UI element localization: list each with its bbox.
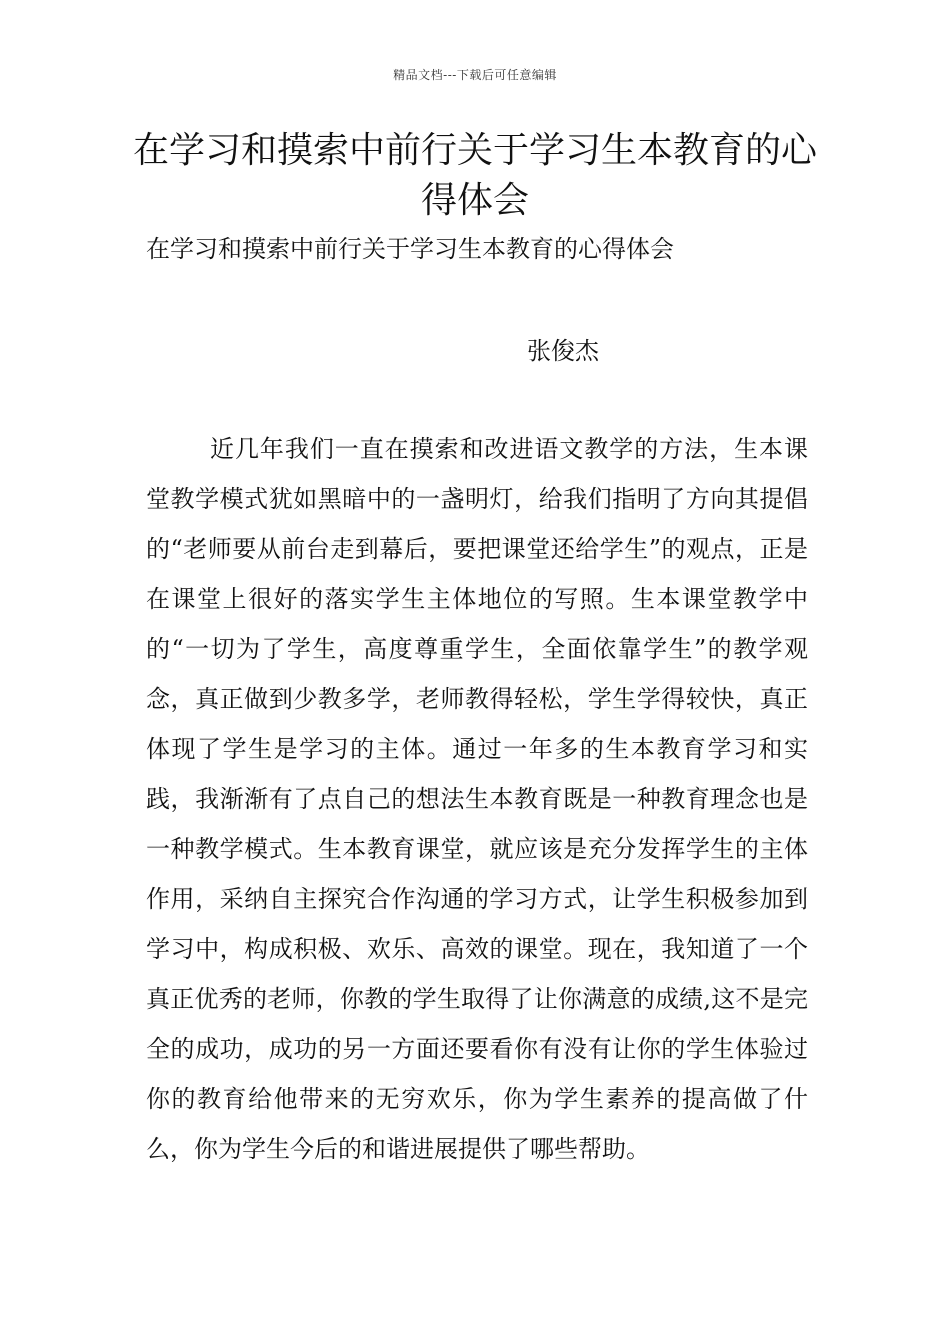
document-subtitle: 在学习和摸索中前行关于学习生本教育的心得体会 bbox=[146, 235, 674, 263]
header-note: 精品文档---下载后可任意编辑 bbox=[393, 68, 557, 82]
body-paragraph: 近几年我们一直在摸索和改进语文教学的方法，生本课堂教学模式犹如黑暗中的一盏明灯，给我们指明了方向其提倡的“老师要从前台走到幕后，要把课堂还给学生”的观点，正是在课堂上很好的落实学生主体地位的写照。生本课堂教学中的“一切为了学生，高度尊重学生，全面依靠学生”的教学观念，真正做到少教多学，老师教得轻松，学生学得较快，真正体现了学生是学习的主体。通过一年多的生本教育学习和实践，我渐渐有了点自己的想法生本教育既是一种教育理念也是一种教学模式。生本教育课堂，就应该是充分发挥学生的主体作用，采纳自主探究合作沟通的学习方式，让学生积极参加到学习中，构成积极、欢乐、高效的课堂。现在，我知道了一个真正优秀的老师，你教的学生取得了让你满意的成绩,这不是完全的成功，成功的另一方面还要看你有没有让你的学生体验过你的教育给他带来的无穷欢乐，你为学生素养的提高做了什么，你为学生今后的和谐进展提供了哪些帮助。 bbox=[146, 435, 808, 1163]
document-title: 在学习和摸索中前行关于学习生本教育的心得体会 bbox=[132, 130, 817, 221]
author-name: 张俊杰 bbox=[527, 337, 599, 365]
